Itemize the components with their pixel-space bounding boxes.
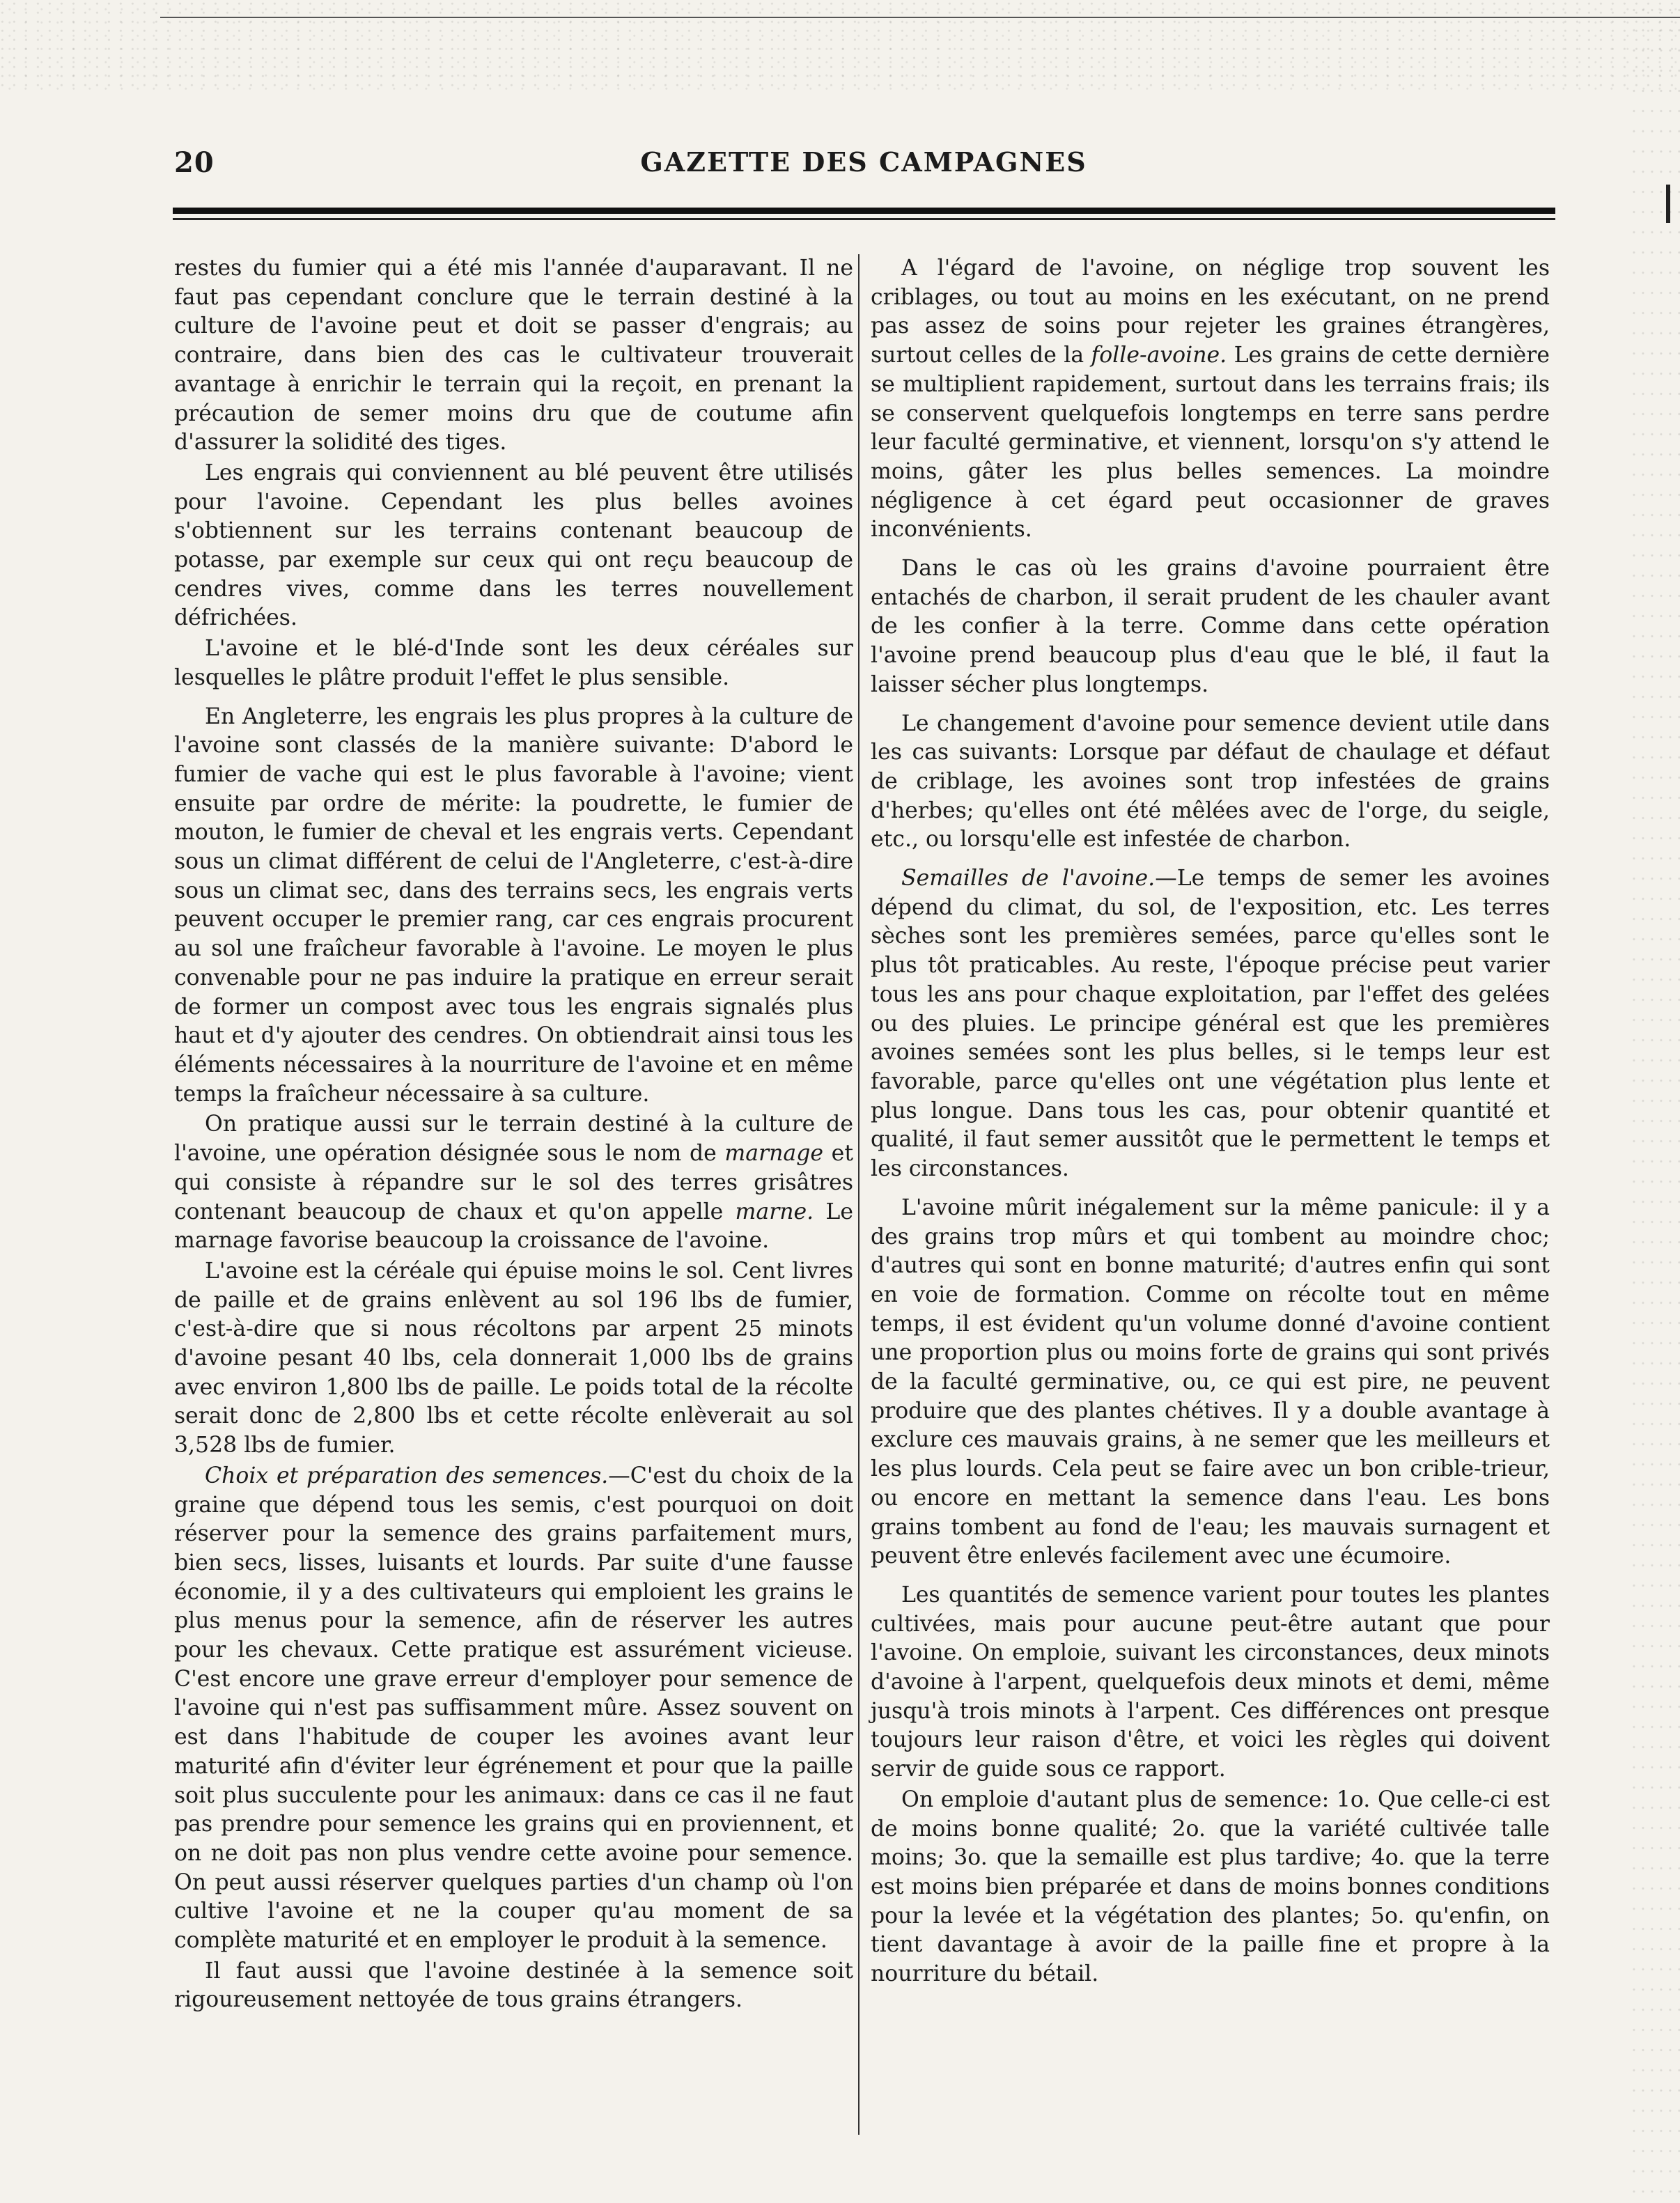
right-column: [871, 254, 1550, 2121]
paragraph: Les quantités de semence varient pour toutes les plantes cultivées, mais pour aucune peut-être autant que pour l'avoine. On emploie, suivant les circonstances, deux minots d'avoine à l'arpent, quelquefois deux minots et demi, même jusqu'à trois minots à l'arpent. Ces différences ont presque toujours leur raison d'être, et voici les règles qui doivent servir de guide sous ce rapport.: [871, 1582, 1550, 1782]
paragraph: L'avoine mûrit inégalement sur la même panicule: il y a des grains trop mûrs et qui tombent au moindre choc; d'autres qui sont en bonne maturité; d'autres enfin qui sont en voie de formation. Comme on récolte tout en même temps, il est évident qu'un volume donné d'avoine contient une proportion plus ou moins forte de grains qui sont privés de la faculté germinative, ou, ce qui est pire, ne peuvent produire que des plantes chétives. Il y a double avantage à exclure ces mauvais grains, à ne semer que les meilleurs et les plus lourds. Cela peut se faire avec un bon crible-trieur, ou encore en mettant la semence dans l'eau. Les bons grains tombent au fond de l'eau; les mauvais surnagent et peuvent être enlevés facilement avec une écumoire.: [871, 1194, 1550, 1569]
paragraph: Le changement d'avoine pour semence devient utile dans les cas suivants: Lorsque par défaut de chaulage et défaut de criblage, les avoines sont trop infestées de grains d'herbes; qu'elles ont été mêlées avec de l'orge, du seigle, etc., ou lorsqu'elle est infestée de charbon.: [871, 710, 1550, 853]
paragraph-text: et qui consiste à répandre sur le sol des terres grisâtres contenant beaucoup de chaux et qu'on appelle: [174, 1141, 853, 1224]
paragraph: restes du fumier qui a été mis l'année d'auparavant. Il ne faut pas cependant conclure que le terrain destiné à la culture de l'avoine peut et doit se passer d'engrais; au contraire, dans bien des cas le cultivateur trouverait avantage à enrichir le terrain qui la reçoit, en prenant la précaution de semer moins dru que de coutume afin d'assurer la solidité des tiges.: [174, 256, 853, 456]
header-rule-thick: [173, 208, 1555, 214]
top-edge-line: [160, 17, 1680, 18]
emphasis: marne.: [735, 1199, 814, 1224]
emphasis: marnage: [724, 1141, 824, 1167]
paragraph: Les engrais qui conviennent au blé peuvent être utilisés pour l'avoine. Cependant les plus belles avoines s'obtiennent sur les terrains contenant beaucoup de potasse, par exemple sur ceux qui ont reçu beaucoup de cendres vives, comme dans les terres nouvellement défrichées.: [174, 460, 853, 631]
paragraph: On emploie d'autant plus de semence: 1o. Que celle-ci est de moins bonne qualité; 2o. que la variété cultivée talle moins; 3o. que la semaille est plus tardive; 4o. que la terre est moins bien préparée et dans de moins bonnes conditions pour la levée et la végétation des plantes; 5o. qu'enfin, on tient davantage à avoir de la paille fine et propre à la nourriture du bétail.: [871, 1786, 1550, 1987]
paragraph-text: Le marnage favorise beaucoup la croissance de l'avoine.: [174, 1199, 853, 1254]
paragraph-text: A l'égard de l'avoine, on néglige trop souvent les criblages, ou tout au moins en les exécutant, on ne prend pas assez de soins pour rejeter les graines étrangères, surtout celles de la: [871, 256, 1550, 368]
right-edge-speckle: [1631, 0, 1680, 2203]
paragraph: [174, 1110, 853, 1256]
edge-mark: [1666, 185, 1670, 223]
paragraph-text: —C'est du choix de la graine que dépend tous les semis, c'est pourquoi on doit réserver pour la semence des grains parfaitement murs, bien secs, lisses, luisants et lourds. Par suite d'une fausse économie, il y a des cultivateurs qui emploient les grains le plus menus pour la semence, afin de réserver les autres pour les chevaux. Cette pratique est assurément vicieuse. C'est encore une grave erreur d'employer pour semence de l'avoine qui n'est pas suffisamment mûre. Assez souvent on est dans l'habitude de couper les avoines avant leur maturité afin d'éviter leur égrénement et pour que la paille soit plus succulente pour les animaux: dans ce cas il ne faut pas prendre pour semence les grains qui en proviennent, et on ne doit pas non plus vendre cette avoine pour semence. On peut aussi réserver quelques parties d'un champ où l'on cultive l'avoine et ne la couper qu'au moment de sa complète maturité et en employer le produit à la semence.: [174, 1463, 853, 1954]
column-divider: [858, 254, 860, 2135]
section-heading: Semailles de l'avoine.: [901, 866, 1156, 892]
paragraph: L'avoine et le blé-d'Inde sont les deux céréales sur lesquelles le plâtre produit l'effet le plus sensible.: [174, 636, 853, 690]
paragraph-text: On pratique aussi sur le terrain destiné à la culture de l'avoine, une opération désignée sous le nom de: [174, 1112, 853, 1167]
left-column: [174, 254, 853, 2121]
paragraph-text: Les grains de cette dernière se multiplient rapidement, surtout dans les terrains frais; ils se conservent quelquefois longtemps en terre sans perdre leur faculté germinative, et viennent, lorsqu'on s'y attend le moins, gâter les plus belles semences. La moindre négligence à cet égard peut occasionner de graves inconvénients.: [871, 343, 1550, 543]
paragraph: [871, 254, 1550, 545]
paragraph: Dans le cas où les grains d'avoine pourraient être entachés de charbon, il serait prudent de les chauler avant de les confier à la terre. Comme dans cette opération l'avoine prend beaucoup plus d'eau que le blé, il faut la laisser sécher plus longtemps.: [871, 556, 1550, 697]
paragraph: Il faut aussi que l'avoine destinée à la semence soit rigoureusement nettoyée de tous grains étrangers.: [174, 1958, 853, 2013]
page-number: 20: [174, 146, 215, 179]
paragraph-text: —Le temps de semer les avoines dépend du climat, du sol, de l'exposition, etc. Les terres sèches sont les premières semées, parce qu'elles sont le plus tôt praticables. Au reste, l'époque précise peut varier tous les ans pour chaque exploitation, par l'effet des gelées ou des pluies. Le principe général est que les premières avoines semées sont les plus belles, si le temps leur est favorable, parce qu'elles ont une végétation plus lente et plus longue. Dans tous les cas, pour obtenir quantité et qualité, il faut semer aussitôt que le permettent le temps et les circonstances.: [871, 866, 1550, 1182]
header-rule-thin: [173, 218, 1555, 220]
paragraph: L'avoine est la céréale qui épuise moins le sol. Cent livres de paille et de grains enlèvent au sol 196 lbs de fumier, c'est-à-dire que si nous récoltons par arpent 25 minots d'avoine pesant 40 lbs, cela donnerait 1,000 lbs de grains avec environ 1,800 lbs de paille. Le poids total de la récolte serait donc de 2,800 lbs et cette récolte enlèverait au sol 3,528 lbs de fumier.: [174, 1258, 853, 1458]
paragraph: [174, 1462, 853, 1956]
paragraph: En Angleterre, les engrais les plus propres à la culture de l'avoine sont classés de la manière suivante: D'abord le fumier de vache qui est le plus favorable à l'avoine; vient ensuite par ordre de mérite: la poudrette, le fumier de mouton, le fumier de cheval et les engrais verts. Cependant sous un climat différent de celui de l'Angleterre, c'est-à-dire sous un climat sec, dans des terrains secs, les engrais verts peuvent occuper le premier rang, car ces engrais procurent au sol une fraîcheur favorable à l'avoine. Le moyen le plus convenable pour ne pas induire la pratique en erreur serait de former un compost avec tous les engrais signalés plus haut et d'y ajouter des cendres. On obtiendrait ainsi tous les éléments nécessaires à la nourriture de l'avoine et en même temps la fraîcheur nécessaire à sa culture.: [174, 703, 853, 1107]
page-edge-speckle: [0, 0, 1680, 91]
running-title: GAZETTE DES CAMPAGNES: [640, 146, 1087, 178]
section-heading: Choix et préparation des semences.: [205, 1463, 609, 1488]
paragraph: [871, 864, 1550, 1184]
page-header: [174, 146, 1553, 188]
emphasis: folle-avoine.: [1091, 343, 1227, 368]
